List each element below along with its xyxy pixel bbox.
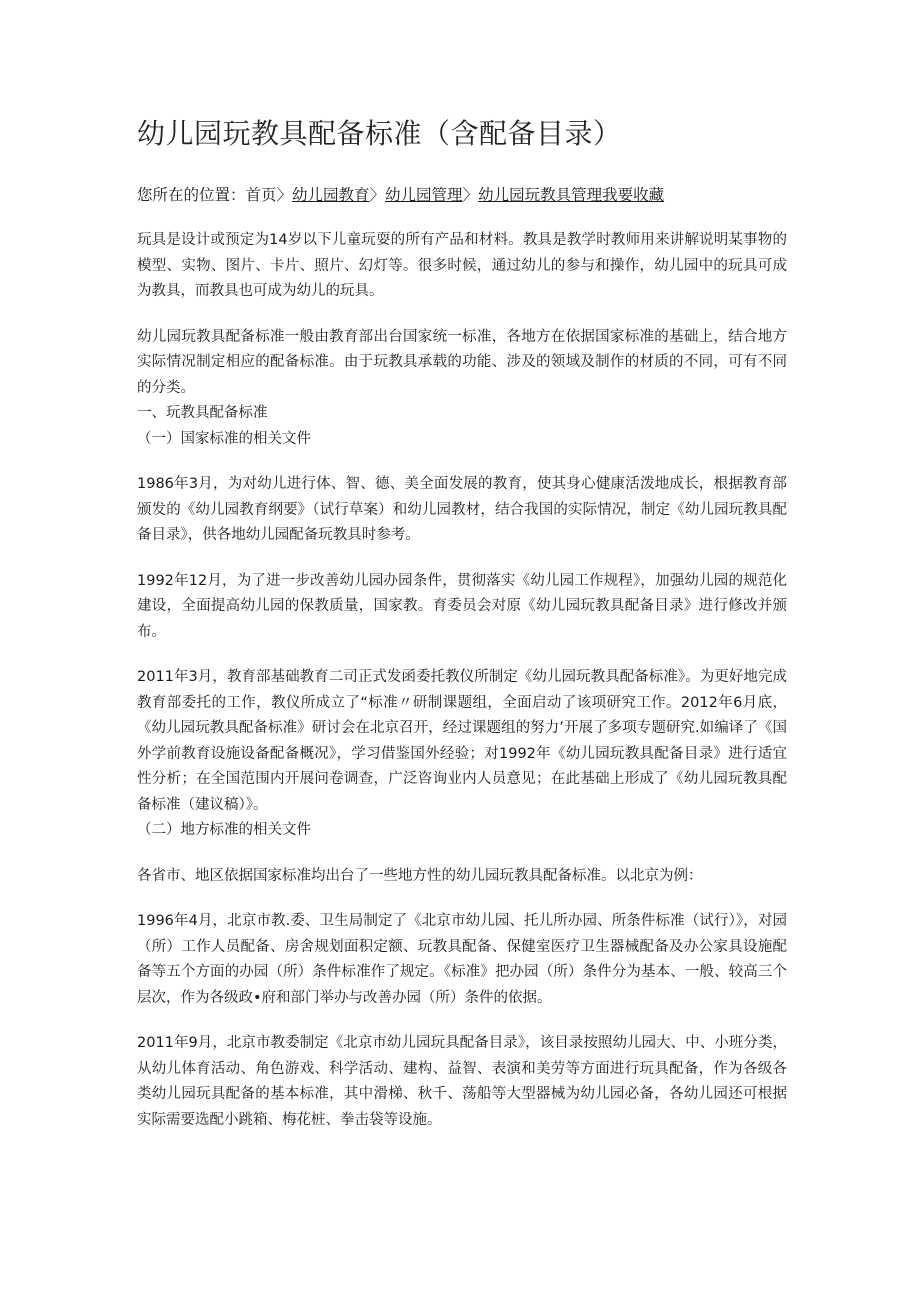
section-heading-standards: 一、玩教具配备标准 [137,405,268,421]
breadcrumb-link-toy-management-favorite[interactable]: 幼儿园玩教具管理我要收藏 [478,186,665,204]
paragraph-toy-definition: 玩具是设计或预定为14岁以下儿童玩耍的所有产品和材料。教具是教学时教师用来讲解说明某事物的模型、实物、图片、卡片、照片、幻灯等。很多时候，通过幼儿的参与和操作，幼儿园中的玩具可成为教具，而教具也可成为幼儿的玩具。 [137,232,787,299]
subsection-heading-national: （一）国家标准的相关文件 [137,430,311,447]
paragraph-standard-overview: 幼儿园玩教具配备标准一般由教育部出台国家统一标准，各地方在依据国家标准的基础上，结合地方实际情况制定相应的配备标准。由于玩教具承载的功能、涉及的领域及制作的材质的不同，可有不同的分类。 [137,328,787,396]
breadcrumb-separator: 〉 [369,186,386,204]
paragraph-local-intro: 各省市、地区依据国家标准均出台了一些地方性的幼儿园玩教具配备标准。以北京为例： [137,867,703,884]
paragraph-1996: 1996年4月，北京市教.委、卫生局制定了《北京市幼儿园、托儿所办园、所条件标准（试行）》，对园（所）工作人员配备、房舍规划面积定额、玩教具配备、保健室医疗卫生器械配备及办公家具设施配备等五个方面的办园（所）条件标准作了规定。《标准》把办园（所）条件分为基本、一般、较高三个层次，作为各级政•府和部门举办与改善办园（所）条件的依据。 [137,913,787,1006]
paragraph-1986: 1986年3月，为对幼儿进行体、智、德、美全面发展的教育，使其身心健康活泼地成长，根据教育部颁发的《幼儿园教育纲要》（试行草案）和幼儿园教材，结合我国的实际情况，制定《幼儿园玩教具配备目录》，供各地幼儿园配备玩教具时参考。 [137,476,787,543]
breadcrumb-link-kindergarten-management[interactable]: 幼儿园管理 [385,186,463,204]
paragraph-1992: 1992年12月，为了进一步改善幼儿园办园条件，贯彻落实《幼儿园工作规程》，加强幼儿园的规范化建设，全面提高幼儿园的保教质量，国家教。育委员会对原《幼儿园玩教具配备目录》进行修改并颁布。 [137,572,787,640]
paragraph-2011-2012: 2011年3月，教育部基础教育二司正式发函委托教仪所制定《幼儿园玩教具配备标准》。为更好地完成教育部委托的工作，教仪所成立了“标准〃研制课题组，全面启动了该项研究工作。2012年6月底，《幼儿园玩教具配备标准》研讨会在北京召开，经过课题组的努力’开展了多项专题研究.如编译了《国外学前教育设施设备配备概况》，学习借鉴国外经验；对1992年《幼儿园玩教具配备目录》进行适宜性分析；在全国范围内开展问卷调查，广泛咨询业内人员意见；在此基础上形成了《幼儿园玩教具配备标准（建议稿）》。 [137,669,787,813]
document-page [137,112,787,1133]
paragraph-2011-beijing: 2011年9月，北京市教委制定《北京市幼儿园玩具配备目录》，该目录按照幼儿园大、中、小班分类，从幼儿体育活动、角色游戏、科学活动、建构、益智、表演和美劳等方面进行玩具配备，作为各级各类幼儿园玩具配备的基本标准，其中滑梯、秋千、荡船等大型器械为幼儿园必备，各幼儿园还可根据实际需要选配小跳箱、梅花桩、拳击袋等设施。 [137,1035,787,1128]
page-title: 幼儿园玩教具配备标准（含配备目录） [137,117,622,150]
breadcrumb-link-kindergarten-education[interactable]: 幼儿园教育 [292,186,370,204]
subsection-heading-local: （二）地方标准的相关文件 [137,822,311,838]
breadcrumb [137,182,787,208]
breadcrumb-separator: 〉 [462,186,479,204]
breadcrumb-prefix: 您所在的位置：首页〉 [137,186,293,204]
